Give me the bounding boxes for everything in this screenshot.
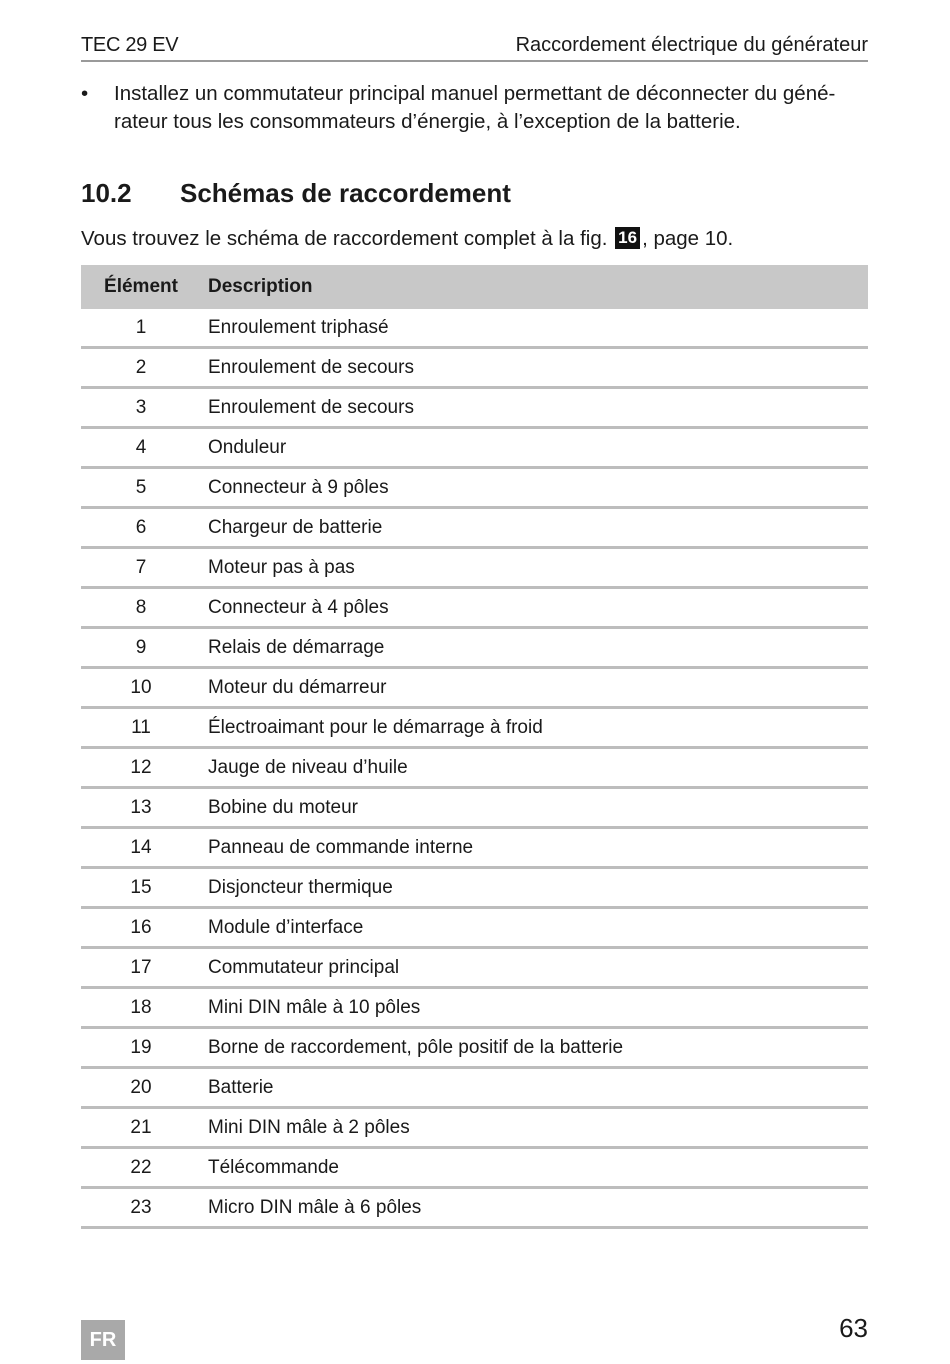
element-number: 6: [135, 516, 147, 538]
table-body: [81, 309, 868, 1229]
element-number: 23: [130, 1196, 152, 1218]
table-row: [81, 749, 868, 789]
column-header-description: Description: [208, 276, 313, 297]
element-description: Télécommande: [208, 1156, 339, 1178]
table-row: [81, 509, 868, 549]
table-row: [81, 949, 868, 989]
table-row: [81, 909, 868, 949]
element-description: Relais de démarrage: [208, 636, 385, 658]
element-description: Bobine du moteur: [208, 796, 358, 818]
table-row: [81, 1109, 868, 1149]
element-number: 20: [130, 1076, 152, 1098]
table-row: [81, 829, 868, 869]
bullet-text: [114, 80, 868, 136]
element-description: Commutateur principal: [208, 956, 400, 978]
element-description: Chargeur de batterie: [208, 516, 383, 538]
element-number: 19: [130, 1036, 152, 1058]
element-number: 2: [135, 356, 147, 378]
table-row: [81, 789, 868, 829]
bullet-text-line-2: rateur tous les consommateurs d’énergie, à l’exception de la batterie.: [114, 110, 741, 133]
element-number: 4: [135, 436, 147, 458]
element-number: 21: [130, 1116, 152, 1138]
element-description: Borne de raccordement, pôle positif de la batterie: [208, 1036, 624, 1058]
element-number: 8: [135, 596, 147, 618]
element-description: Enroulement triphasé: [208, 316, 389, 338]
element-number: 9: [135, 636, 147, 658]
intro-text-after: , page 10.: [642, 227, 734, 250]
column-header-element: Élément: [104, 276, 178, 297]
section-title: Schémas de raccordement: [180, 177, 511, 208]
bullet-icon: •: [81, 82, 89, 105]
table-row: [81, 1189, 868, 1229]
element-description: Mini DIN mâle à 10 pôles: [208, 996, 421, 1018]
table-header-row: [81, 265, 868, 309]
element-number: 15: [130, 876, 152, 898]
table-row: [81, 1069, 868, 1109]
element-number: 7: [135, 556, 147, 578]
element-description: Électroaimant pour le démarrage à froid: [208, 716, 543, 738]
element-description: Moteur du démarreur: [208, 676, 387, 698]
element-description: Disjoncteur thermique: [208, 876, 393, 898]
element-number: 18: [130, 996, 152, 1018]
table-row: [81, 429, 868, 469]
element-description: Moteur pas à pas: [208, 556, 355, 578]
table-row: [81, 389, 868, 429]
element-description: Onduleur: [208, 436, 287, 458]
element-description: Enroulement de secours: [208, 396, 414, 418]
table-row: [81, 469, 868, 509]
section-heading: [81, 176, 511, 210]
language-badge: FR: [81, 1320, 125, 1360]
element-number: 1: [135, 316, 147, 338]
table-row: [81, 349, 868, 389]
element-number: 3: [135, 396, 147, 418]
element-description: Panneau de commande interne: [208, 836, 474, 858]
table-row: [81, 669, 868, 709]
page-number: 63: [839, 1313, 868, 1343]
element-description: Batterie: [208, 1076, 274, 1098]
element-description: Micro DIN mâle à 6 pôles: [208, 1196, 422, 1218]
element-number: 11: [131, 716, 151, 738]
element-table: [81, 265, 868, 1229]
intro-paragraph: [81, 225, 733, 253]
element-number: 17: [130, 956, 152, 978]
element-number: 22: [130, 1156, 152, 1178]
table-row: [81, 629, 868, 669]
element-number: 10: [130, 676, 152, 698]
element-description: Enroulement de secours: [208, 356, 414, 378]
element-number: 13: [130, 796, 152, 818]
element-number: 5: [135, 476, 147, 498]
bullet-item: [81, 80, 868, 136]
table-row: [81, 989, 868, 1029]
element-description: Connecteur à 4 pôles: [208, 596, 389, 618]
table-row: [81, 549, 868, 589]
figure-reference: 16: [615, 227, 640, 249]
element-description: Mini DIN mâle à 2 pôles: [208, 1116, 410, 1138]
element-description: Module d’interface: [208, 916, 364, 938]
document-model: TEC 29 EV: [81, 33, 179, 56]
running-header: [81, 30, 868, 62]
element-number: 16: [130, 916, 152, 938]
chapter-title: Raccordement électrique du générateur: [515, 33, 868, 56]
table-row: [81, 709, 868, 749]
table-row: [81, 1029, 868, 1069]
bullet-text-line-1: Installez un commutateur principal manuel permettant de déconnecter du géné-: [114, 82, 836, 105]
table-row: [81, 589, 868, 629]
element-description: Connecteur à 9 pôles: [208, 476, 389, 498]
element-number: 14: [130, 836, 152, 858]
element-description: Jauge de niveau d’huile: [208, 756, 408, 778]
intro-text: Vous trouvez le schéma de raccordement complet à la fig.: [81, 227, 608, 250]
element-number: 12: [130, 756, 152, 778]
table-row: [81, 869, 868, 909]
table-row: [81, 1149, 868, 1189]
section-number: 10.2: [81, 177, 132, 208]
table-row: [81, 309, 868, 349]
